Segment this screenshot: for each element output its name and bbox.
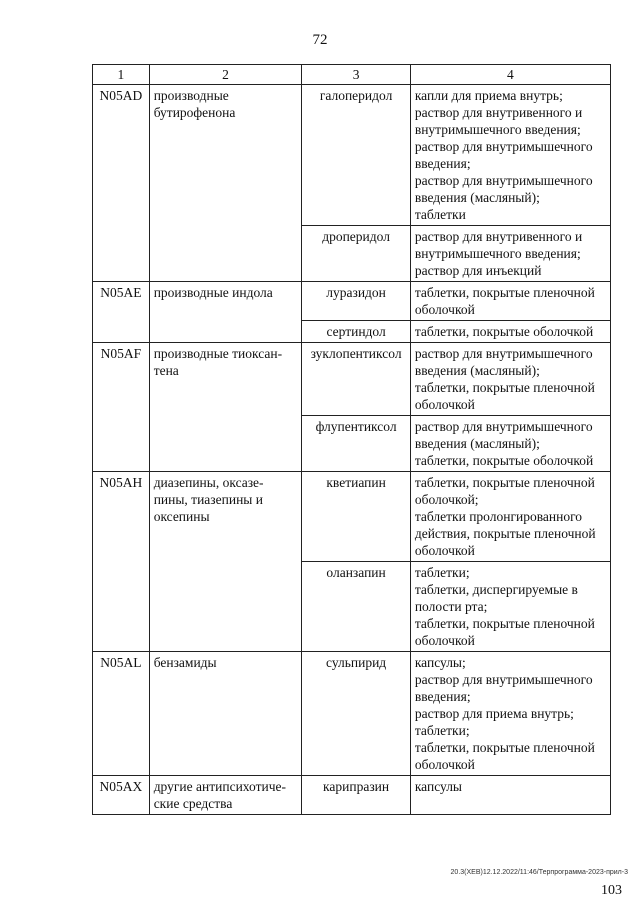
- dosage-form-item: таблетки, покрытые пленочной оболочкой: [414, 380, 595, 412]
- group-name-cell: другие антипсихотиче-ские средства: [149, 776, 302, 815]
- column-header-3: 3: [302, 65, 410, 85]
- group-name-cell: производные тиоксан-тена: [149, 343, 302, 472]
- column-header-4: 4: [410, 65, 610, 85]
- dosage-form-item: раствор для внутримышечного введения;: [414, 672, 593, 704]
- group-name-cell: бензамиды: [149, 652, 302, 776]
- page-number-bottom: 103: [601, 883, 622, 898]
- dosage-form-item: раствор для приема внутрь;: [414, 706, 574, 721]
- column-header-1: 1: [93, 65, 150, 85]
- dosage-form-item: таблетки, покрытые пленочной оболочкой;: [414, 475, 595, 507]
- footer-stamp: 20.3(XEB)12.12.2022/11:46/Терпрограмма-2023-прил-3: [450, 869, 628, 876]
- column-header-2: 2: [149, 65, 302, 85]
- dosage-forms-cell: [410, 472, 610, 562]
- table-row: [93, 472, 611, 562]
- dosage-form-item: раствор для внутримышечного введения (масляный);: [414, 419, 593, 451]
- dosage-form-item: таблетки;: [414, 565, 470, 580]
- drug-name-cell: карипразин: [302, 776, 410, 815]
- atc-code-cell: N05AL: [93, 652, 150, 776]
- atc-code-cell: N05AD: [93, 85, 150, 282]
- dosage-form-item: таблетки, покрытые пленочной оболочкой: [414, 740, 595, 772]
- table-row: [93, 343, 611, 416]
- dosage-forms-cell: [410, 343, 610, 416]
- dosage-form-item: таблетки;: [414, 723, 470, 738]
- dosage-forms-cell: [410, 416, 610, 472]
- table-row: [93, 652, 611, 776]
- dosage-form-item: таблетки, покрытые пленочной оболочкой: [414, 285, 595, 317]
- table-header-row: [93, 65, 611, 85]
- dosage-form-item: раствор для внутримышечного введения;: [414, 139, 593, 171]
- drug-name-cell: зуклопентиксол: [302, 343, 410, 416]
- drug-name-cell: кветиапин: [302, 472, 410, 562]
- drug-name-cell: луразидон: [302, 282, 410, 321]
- dosage-forms-cell: [410, 652, 610, 776]
- dosage-form-item: таблетки, диспергируемые в полости рта;: [414, 582, 578, 614]
- dosage-form-item: раствор для внутримышечного введения (масляный);: [414, 173, 593, 205]
- dosage-forms-cell: [410, 85, 610, 226]
- dosage-form-item: таблетки, покрытые пленочной оболочкой: [414, 616, 595, 648]
- drug-name-cell: галоперидол: [302, 85, 410, 226]
- group-name-cell: производные бутирофенона: [149, 85, 302, 282]
- dosage-forms-cell: [410, 776, 610, 815]
- table-body: [93, 85, 611, 815]
- atc-code-cell: N05AE: [93, 282, 150, 343]
- dosage-form-item: таблетки, покрытые оболочкой: [414, 453, 594, 468]
- group-name-cell: диазепины, оксазе-пины, тиазепины и оксепины: [149, 472, 302, 652]
- table-row: [93, 776, 611, 815]
- dosage-form-item: таблетки пролонгированного действия, покрытые пленочной оболочкой: [414, 509, 596, 558]
- table-row: [93, 282, 611, 321]
- dosage-forms-cell: [410, 321, 610, 343]
- dosage-forms-cell: [410, 226, 610, 282]
- dosage-form-item: раствор для внутривенного и внутримышечного введения;: [414, 105, 583, 137]
- page-number-top: 72: [312, 32, 328, 48]
- dosage-form-item: раствор для внутривенного и внутримышечного введения;: [414, 229, 583, 261]
- group-name-cell: производные индола: [149, 282, 302, 343]
- dosage-form-item: раствор для внутримышечного введения (масляный);: [414, 346, 593, 378]
- dosage-form-item: таблетки: [414, 207, 466, 222]
- dosage-forms-cell: [410, 562, 610, 652]
- dosage-form-item: таблетки, покрытые оболочкой: [414, 324, 594, 339]
- drug-name-cell: сертиндол: [302, 321, 410, 343]
- atc-code-cell: N05AF: [93, 343, 150, 472]
- dosage-form-item: капсулы;: [414, 655, 466, 670]
- atc-code-cell: N05AH: [93, 472, 150, 652]
- table-row: [93, 85, 611, 226]
- drug-name-cell: оланзапин: [302, 562, 410, 652]
- dosage-form-item: капсулы: [414, 779, 462, 794]
- dosage-form-item: раствор для инъекций: [414, 263, 542, 278]
- drug-name-cell: флупентиксол: [302, 416, 410, 472]
- drug-name-cell: дроперидол: [302, 226, 410, 282]
- drug-name-cell: сульпирид: [302, 652, 410, 776]
- atc-code-cell: N05AX: [93, 776, 150, 815]
- dosage-form-item: капли для приема внутрь;: [414, 88, 563, 103]
- dosage-forms-cell: [410, 282, 610, 321]
- drug-table: [92, 64, 611, 815]
